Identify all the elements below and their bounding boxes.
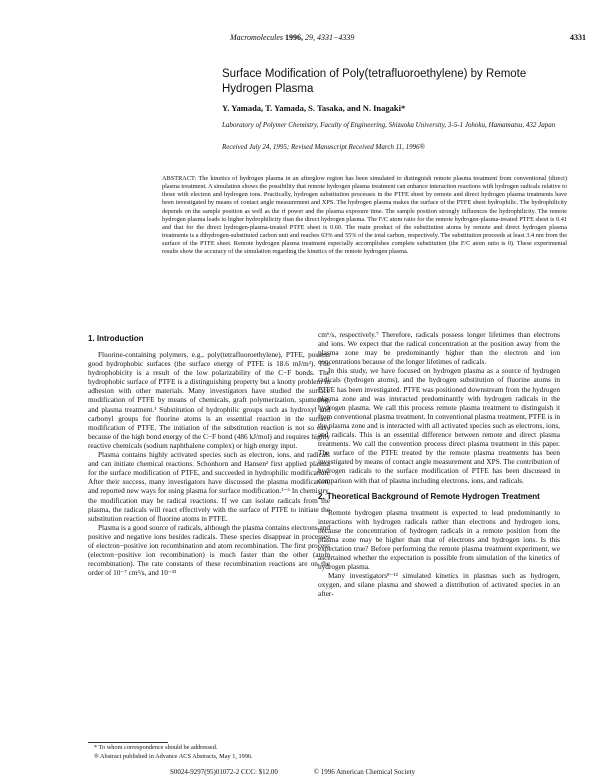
footnote-abstract-published: ® Abstract published in Advance ACS Abstracts, May 1, 1996. (94, 753, 253, 760)
left-column (88, 334, 330, 577)
paragraph: Plasma is a good source of radicals, although the plasma contains electrons and positive and negative ions besides radicals. These species disappear in processes of electron−positive ion recombination and atom recombination. The first process (electron−positive ion recombination) is much faster than the other (atom recombination). The rate constants of these recombination reactions are on the order of 10⁻⁷ cm³/s, and 10⁻³³ (88, 522, 330, 578)
article-code: S0024-9297(95)01072-2 CCC: $12.00 (170, 768, 278, 776)
footnote-divider (88, 742, 168, 743)
paragraph: Many investigators⁸⁻¹² simulated kinetics in plasmas such as hydrogen, oxygen, and silane plasma and showed a distribution of activated species in an after- (318, 571, 560, 599)
affiliation: Laboratory of Polymer Chemistry, Faculty of Engineering, Shizuoka University, 3-5-1 Johoku, Hamamatsu, 432 Japan (222, 121, 556, 129)
paragraph: In this study, we have focused on hydrogen plasma as a source of hydrogen radicals (hydrogen atoms), and the hydrogen substitution of fluorine atoms in PTFE has been investigated. PTFE was positioned downstream from the hydrogen plasma zone and was interacted predominantly with hydrogen radicals in the hydrogen plasma. We call this process remote plasma treatment to distinguish it from conventional plasma treatment. In conventional plasma treatment, PTFE is in the plasma zone and is interacted with all activated species such as electrons, ions, and radicals. This is an essential difference between remote and direct plasma treatments. We call the convention process direct plasma treatment in this paper. The surface of the PTFE treated by the remote plasma treatments has been investigated by means of contact angle measurement and XPS. The contribution of hydrogen radicals to the surface modification of PTFE has been discussed in comparison with that of plasma including electrons, ions, and radicals. (318, 366, 560, 485)
right-column (318, 330, 560, 599)
section-heading-theory: 2. Theoretical Background of Remote Hydrogen Treatment (318, 491, 540, 501)
paragraph: cm⁶/s, respectively.⁷ Therefore, radicals possess longer lifetimes than electrons and ions. We expect that the radical concentration at the position away from the plasma zone may be predominantly higher than the electron and ion concentrations because of the longer lifetimes of radicals. (318, 330, 560, 367)
journal-citation: Macromolecules 1996, 29, 4331−4339 (230, 33, 355, 42)
copyright: © 1996 American Chemical Society (313, 768, 416, 776)
author-list: Y. Yamada, T. Yamada, S. Tasaka, and N. Inagaki* (222, 103, 406, 113)
received-dates: Received July 24, 1995; Revised Manuscript Received March 11, 1996® (222, 143, 425, 151)
page-number: 4331 (570, 33, 586, 42)
paragraph: Plasma contains highly activated species such as electron, ions, and radicals and can initiate chemical reactions. Schonhorn and Hansen² first applied plasma for the surface modification of PTFE, and succeeded in hydrophilic modification. After their success, many investigators have discussed the plasma modification, and reported new ways for using plasma for surface modification.³⁻⁶ In chemistry, the modification may be radical reactions. If we can isolate radicals from the plasma, the radicals will react effectively with the surface of PTFE to initiate the substitution reaction of fluorine atoms in PTFE. (88, 450, 330, 523)
running-header (0, 33, 600, 47)
abstract: ABSTRACT: The kinetics of hydrogen plasma in an afterglow region has been simulated to distinguish remote plasma treatment from conventional (direct) plasma treatment. A simulation shows the possibility that remote hydrogen plasma treatment can enhance interaction reactions with hydrogen radicals relative to those with electron and hydrogen ions. Practically, hydrogen substitution processes in the PTFE sheet by remote and direct hydrogen plasma treatments have been investigated by means of contact angle measurement and XPS. The hydrogen plasma makes the surface of the PTFE sheet hydrophilic. The hydrophilicity depends on the sample position as well as the rf power and the plasma exposure time. The sample position strongly influences the hydrophilicity. The remote hydrogen plasma leads to higher hydrophilicity than the direct hydrogen plasma. The F/C atom ratio for the remote hydrogen-plasma-treated PTFE sheet is 0.41 and that for the direct hydrogen-plasma-treated PTFE sheet is 0.60. The main product of the substitution atoms by remote and direct hydrogen plasma treatments is a dihydrogen-substituted carbon unit and reaches 63% and 55% of the total carbon, respectively. The substitution proceeds at least 3.4 nm from the surface of the PTFE sheet. Remote hydrogen plasma treatment especially accomplishes complete substitution (the F/C atom ratio is 0). These experimental results show the accuracy of the simulation regarding the kinetics of the remote hydrogen plasma. (162, 175, 567, 256)
paragraph: Remote hydrogen plasma treatment is expected to lead predominantly to interactions with hydrogen radicals rather than electrons and hydrogen ions, because the concentration of hydrogen radicals in a remote position from the plasma zone may be higher than that of electrons and hydrogen ions. Is this expectation true? Before performing the remote plasma treatment experiment, we ascertained whether the expectation is possible from simulation of the kinetics of hydrogen plasma. (318, 507, 560, 572)
paragraph: Fluorine-containing polymers, e.g., poly(tetrafluoroethylene), PTFE, possess good hydrophobic surfaces (the surface energy of PTFE is 18.6 mJ/m²). The hydrophobicity is a result of the low polarizability of the C−F bonds. The hydrophobic surface of PTFE is a distinguishing property but a knotty problem in adhesion with other materials. Many investigators have studied the surface modification of PTFE by means of chemicals, graft polymerization, sputtering, and plasma treatment.¹ Substitution of hydrophilic groups such as hydroxyl and carbonyl groups for fluorine atoms is an essential reaction in the surface modification of PTFE. The initiation of the substitution reaction is not so easy because of the high bond energy of the C−F bond (486 kJ/mol) and requires highly reactive chemicals (sodium naphthalene complex) or high energy input. (88, 350, 330, 450)
article-title: Surface Modification of Poly(tetrafluoroethylene) by Remote Hydrogen Plasma (222, 68, 527, 95)
footnote-correspondence: * To whom correspondence should be addressed. (94, 744, 218, 751)
section-heading-introduction: 1. Introduction (88, 334, 144, 343)
page-footer (170, 768, 530, 776)
